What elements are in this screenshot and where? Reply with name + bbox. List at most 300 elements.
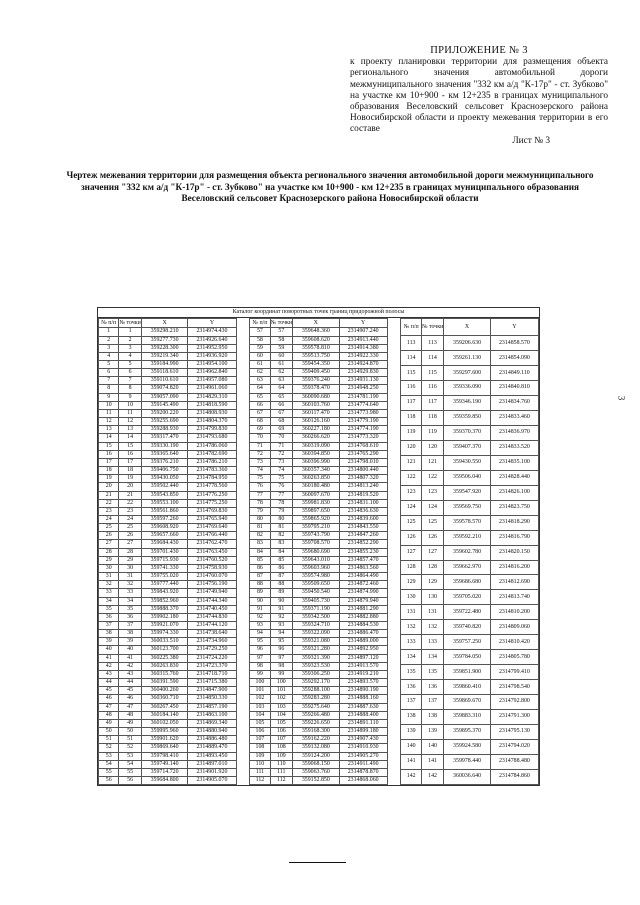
row-number: 27 — [99, 540, 119, 548]
point-number: 112 — [270, 776, 292, 784]
row-number: 43 — [99, 670, 119, 678]
table-row — [401, 605, 539, 620]
point-number: 120 — [421, 440, 443, 455]
point-number: 41 — [119, 654, 141, 662]
row-number: 47 — [99, 703, 119, 711]
row-number: 96 — [250, 646, 270, 654]
y-coordinate: 2314799.830 — [188, 426, 236, 434]
point-number: 68 — [270, 418, 292, 426]
y-coordinate: 2314957.080 — [188, 377, 236, 385]
x-coordinate: 359324.710 — [293, 622, 340, 630]
row-number: 61 — [250, 361, 270, 369]
row-number: 111 — [250, 768, 270, 776]
row-number: 136 — [401, 680, 421, 695]
row-number: 12 — [99, 418, 119, 426]
header-number: № п/п — [250, 319, 270, 328]
table-row — [99, 564, 237, 572]
row-number: 124 — [401, 500, 421, 515]
point-number: 88 — [270, 581, 292, 589]
table-row — [250, 507, 388, 515]
header-x: X — [293, 319, 340, 328]
x-coordinate: 359755.020 — [141, 573, 188, 581]
x-coordinate: 359608.920 — [141, 524, 188, 532]
row-number: 55 — [99, 768, 119, 776]
y-coordinate: 2314926.640 — [188, 336, 236, 344]
table-row — [250, 760, 388, 768]
row-number: 81 — [250, 524, 270, 532]
row-number: 33 — [99, 589, 119, 597]
y-coordinate: 2314826.100 — [490, 485, 538, 500]
point-number: 57 — [270, 328, 292, 336]
y-coordinate: 2314773.320 — [339, 434, 387, 442]
y-coordinate: 2314962.840 — [188, 369, 236, 377]
row-number: 88 — [250, 581, 270, 589]
x-coordinate: 359298.210 — [141, 328, 188, 336]
table-row — [401, 635, 539, 650]
row-number: 77 — [250, 491, 270, 499]
table-row — [250, 638, 388, 646]
x-coordinate: 360360.710 — [141, 695, 188, 703]
table-row — [99, 597, 237, 605]
table-row — [99, 467, 237, 475]
x-coordinate: 359705.020 — [444, 590, 491, 605]
y-coordinate: 2314723.370 — [188, 662, 236, 670]
table-row — [99, 361, 237, 369]
point-number: 122 — [421, 470, 443, 485]
table-row — [250, 703, 388, 711]
table-row — [99, 548, 237, 556]
x-coordinate: 359266.480 — [293, 711, 340, 719]
point-number: 97 — [270, 654, 292, 662]
row-number: 68 — [250, 418, 270, 426]
y-coordinate: 2314829.310 — [188, 393, 236, 401]
x-coordinate: 359592.210 — [444, 530, 491, 545]
x-coordinate: 359376.210 — [141, 458, 188, 466]
point-number: 53 — [119, 752, 141, 760]
x-coordinate: 359306.250 — [293, 670, 340, 678]
table-row — [401, 725, 539, 740]
row-number: 50 — [99, 728, 119, 736]
y-coordinate: 2314868.060 — [339, 776, 387, 784]
point-number: 139 — [421, 725, 443, 740]
x-coordinate: 360391.590 — [141, 679, 188, 687]
y-coordinate: 2314852.290 — [339, 540, 387, 548]
table-row — [99, 352, 237, 360]
x-coordinate: 359981.830 — [293, 499, 340, 507]
table-row — [99, 426, 237, 434]
point-number: 92 — [270, 613, 292, 621]
coordinate-catalog — [97, 307, 540, 786]
x-coordinate: 359219.340 — [141, 352, 188, 360]
y-coordinate: 2314813.740 — [490, 590, 538, 605]
table-row — [99, 744, 237, 752]
y-coordinate: 2314888.160 — [339, 695, 387, 703]
x-coordinate: 359547.920 — [444, 485, 491, 500]
y-coordinate: 2314765.940 — [188, 515, 236, 523]
table-row — [99, 483, 237, 491]
table-row — [99, 687, 237, 695]
table-row — [99, 768, 237, 776]
y-coordinate: 2314913.440 — [339, 336, 387, 344]
x-coordinate: 359662.970 — [444, 560, 491, 575]
point-number: 6 — [119, 369, 141, 377]
row-number: 34 — [99, 597, 119, 605]
x-coordinate: 359057.090 — [141, 393, 188, 401]
x-coordinate: 359450.540 — [293, 589, 340, 597]
x-coordinate: 359897.650 — [293, 507, 340, 515]
table-row — [250, 573, 388, 581]
table-row — [99, 418, 237, 426]
table-row — [250, 728, 388, 736]
point-number: 48 — [119, 711, 141, 719]
y-coordinate: 2314836.970 — [490, 425, 538, 440]
row-number: 107 — [250, 736, 270, 744]
point-number: 71 — [270, 442, 292, 450]
header-number: № п/п — [401, 319, 421, 336]
y-coordinate: 2314889.000 — [339, 638, 387, 646]
y-coordinate: 2314729.250 — [188, 646, 236, 654]
point-number: 109 — [270, 752, 292, 760]
table-row — [250, 409, 388, 417]
y-coordinate: 2314792.800 — [490, 695, 538, 710]
point-number: 40 — [119, 646, 141, 654]
row-number: 102 — [250, 695, 270, 703]
point-number: 82 — [270, 532, 292, 540]
table-row — [401, 710, 539, 725]
point-number: 19 — [119, 475, 141, 483]
row-number: 139 — [401, 725, 421, 740]
point-number: 128 — [421, 560, 443, 575]
row-number: 56 — [99, 776, 119, 784]
y-coordinate: 2314839.600 — [339, 515, 387, 523]
row-number: 19 — [99, 475, 119, 483]
row-number: 83 — [250, 540, 270, 548]
table-row — [250, 736, 388, 744]
row-number: 65 — [250, 393, 270, 401]
point-number: 8 — [119, 385, 141, 393]
x-coordinate: 359608.620 — [293, 336, 340, 344]
table-row — [99, 491, 237, 499]
point-number: 28 — [119, 548, 141, 556]
appendix-title: ПРИЛОЖЕНИЕ № 3 — [430, 45, 528, 56]
y-coordinate: 2314847.260 — [339, 532, 387, 540]
row-number: 141 — [401, 754, 421, 769]
row-number: 134 — [401, 650, 421, 665]
point-number: 98 — [270, 662, 292, 670]
point-number: 80 — [270, 515, 292, 523]
row-number: 120 — [401, 440, 421, 455]
x-coordinate: 359865.920 — [293, 515, 340, 523]
table-row — [250, 426, 388, 434]
x-coordinate: 359978.440 — [444, 754, 491, 769]
y-coordinate: 2314744.830 — [188, 613, 236, 621]
point-number: 38 — [119, 630, 141, 638]
table-row — [250, 776, 388, 784]
x-coordinate: 359749.140 — [141, 760, 188, 768]
row-number: 103 — [250, 703, 270, 711]
y-coordinate: 2314891.110 — [339, 719, 387, 727]
point-number: 72 — [270, 450, 292, 458]
point-number: 102 — [270, 695, 292, 703]
table-row — [99, 442, 237, 450]
row-number: 41 — [99, 654, 119, 662]
x-coordinate: 360266.620 — [293, 434, 340, 442]
x-coordinate: 360227.180 — [293, 426, 340, 434]
table-row — [401, 470, 539, 485]
table-row — [250, 328, 388, 336]
point-number: 107 — [270, 736, 292, 744]
y-coordinate: 2314922.330 — [339, 352, 387, 360]
row-number: 36 — [99, 613, 119, 621]
point-number: 96 — [270, 646, 292, 654]
footer-rule — [289, 862, 346, 863]
y-coordinate: 2314872.460 — [339, 581, 387, 589]
y-coordinate: 2314907.430 — [339, 736, 387, 744]
point-number: 90 — [270, 597, 292, 605]
x-coordinate: 359226.650 — [293, 719, 340, 727]
x-coordinate: 359843.920 — [141, 589, 188, 597]
table-row — [401, 351, 539, 366]
point-number: 66 — [270, 401, 292, 409]
row-number: 57 — [250, 328, 270, 336]
x-coordinate: 359578.570 — [444, 515, 491, 530]
x-coordinate: 359883.310 — [444, 710, 491, 725]
table-row — [99, 434, 237, 442]
x-coordinate: 359553.100 — [141, 499, 188, 507]
table-row — [401, 366, 539, 381]
point-number: 103 — [270, 703, 292, 711]
point-number: 7 — [119, 377, 141, 385]
y-coordinate: 2314775.250 — [188, 499, 236, 507]
point-number: 21 — [119, 491, 141, 499]
point-number: 43 — [119, 670, 141, 678]
table-row — [99, 336, 237, 344]
row-number: 125 — [401, 515, 421, 530]
point-number: 86 — [270, 564, 292, 572]
y-coordinate: 2314857.190 — [188, 703, 236, 711]
row-number: 17 — [99, 458, 119, 466]
x-coordinate: 359261.130 — [444, 351, 491, 366]
y-coordinate: 2314879.940 — [339, 597, 387, 605]
x-coordinate: 360180.480 — [293, 483, 340, 491]
x-coordinate: 360102.050 — [141, 719, 188, 727]
table-row — [250, 450, 388, 458]
row-number: 109 — [250, 752, 270, 760]
point-number: 46 — [119, 695, 141, 703]
y-coordinate: 2314810.420 — [490, 635, 538, 650]
x-coordinate: 359722.480 — [444, 605, 491, 620]
table-row — [99, 679, 237, 687]
x-coordinate: 359798.410 — [141, 752, 188, 760]
x-coordinate: 360394.850 — [293, 450, 340, 458]
y-coordinate: 2314756.190 — [188, 581, 236, 589]
x-coordinate: 359228.300 — [141, 344, 188, 352]
row-number: 106 — [250, 728, 270, 736]
y-coordinate: 2314847.900 — [188, 687, 236, 695]
y-coordinate: 2314808.930 — [188, 409, 236, 417]
row-number: 62 — [250, 369, 270, 377]
table-row — [99, 695, 237, 703]
table-row — [250, 467, 388, 475]
table-row — [250, 744, 388, 752]
x-coordinate: 359359.850 — [444, 410, 491, 425]
table-row — [250, 695, 388, 703]
y-coordinate: 2314760.520 — [188, 556, 236, 564]
point-number: 54 — [119, 760, 141, 768]
table-row — [99, 646, 237, 654]
x-coordinate: 359288.100 — [293, 687, 340, 695]
table-row — [250, 336, 388, 344]
x-coordinate: 360357.340 — [293, 467, 340, 475]
point-number: 55 — [119, 768, 141, 776]
y-coordinate: 2314882.880 — [339, 613, 387, 621]
point-number: 137 — [421, 695, 443, 710]
point-number: 121 — [421, 455, 443, 470]
table-row — [401, 590, 539, 605]
x-coordinate: 359145.490 — [141, 401, 188, 409]
x-coordinate: 359321.390 — [293, 654, 340, 662]
y-coordinate: 2314897.010 — [188, 760, 236, 768]
point-number: 24 — [119, 515, 141, 523]
table-row — [250, 597, 388, 605]
point-number: 136 — [421, 680, 443, 695]
table-row — [401, 485, 539, 500]
header-y: Y — [339, 319, 387, 328]
x-coordinate: 359686.680 — [444, 575, 491, 590]
x-coordinate: 359895.370 — [444, 725, 491, 740]
table-row — [401, 545, 539, 560]
row-number: 40 — [99, 646, 119, 654]
x-coordinate: 360396.990 — [293, 458, 340, 466]
y-coordinate: 2314776.250 — [188, 491, 236, 499]
x-coordinate: 359370.370 — [444, 425, 491, 440]
row-number: 94 — [250, 630, 270, 638]
y-coordinate: 2314869.340 — [188, 719, 236, 727]
y-coordinate: 2314794.020 — [490, 739, 538, 754]
table-row — [250, 622, 388, 630]
point-number: 142 — [421, 769, 443, 784]
table-row — [250, 589, 388, 597]
table-row — [250, 548, 388, 556]
table-row — [250, 687, 388, 695]
point-number: 73 — [270, 458, 292, 466]
x-coordinate: 359206.630 — [444, 336, 491, 351]
point-number: 12 — [119, 418, 141, 426]
y-coordinate: 2314864.490 — [339, 573, 387, 581]
row-number: 108 — [250, 744, 270, 752]
point-number: 3 — [119, 344, 141, 352]
row-number: 119 — [401, 425, 421, 440]
row-number: 63 — [250, 377, 270, 385]
row-number: 90 — [250, 597, 270, 605]
point-number: 87 — [270, 573, 292, 581]
x-coordinate: 359162.220 — [293, 736, 340, 744]
x-coordinate: 360267.450 — [141, 703, 188, 711]
header-number: № п/п — [99, 319, 119, 328]
row-number: 30 — [99, 564, 119, 572]
table-row — [99, 499, 237, 507]
y-coordinate: 2314813.240 — [339, 483, 387, 491]
table-row — [99, 344, 237, 352]
y-coordinate: 2314724.220 — [188, 654, 236, 662]
row-number: 82 — [250, 532, 270, 540]
table-row — [250, 458, 388, 466]
header-x: X — [444, 319, 491, 336]
y-coordinate: 2314805.780 — [490, 650, 538, 665]
table-header — [250, 319, 388, 328]
appendix-body: к проекту планировки территории для размещения объекта регионального значения автомобильной дороги межмуниципального значения "332 км а/д "К-17р" - ст. Зубково" на участке км 10+900 - км 12+235 в границах муниципального образования Веселовский сельсовет Краснозерского района Новосибирской области и проекту межевания территории в его составе — [350, 57, 608, 135]
row-number: 11 — [99, 409, 119, 417]
y-coordinate: 2314833.460 — [490, 410, 538, 425]
point-number: 49 — [119, 719, 141, 727]
point-number: 2 — [119, 336, 141, 344]
point-number: 138 — [421, 710, 443, 725]
coordinate-table — [98, 318, 237, 785]
row-number: 91 — [250, 605, 270, 613]
x-coordinate: 359118.610 — [141, 369, 188, 377]
point-number: 79 — [270, 507, 292, 515]
x-coordinate: 360263.830 — [141, 662, 188, 670]
table-row — [99, 581, 237, 589]
drawing-heading: Чертеж межевания территории для размещения объекта регионального значения автомобильной дороги межмуниципального значения "332 км а/д "К-17р" - ст. Зубково" на участке км 10+900 - км 12+235 в границах муниципального образования Веселовский сельсовет Краснозерского района Новосибирской области — [66, 170, 594, 204]
x-coordinate: 359680.690 — [293, 548, 340, 556]
x-coordinate: 359292.170 — [293, 679, 340, 687]
point-number: 130 — [421, 590, 443, 605]
y-coordinate: 2314786.210 — [188, 458, 236, 466]
table-row — [99, 654, 237, 662]
point-number: 62 — [270, 369, 292, 377]
x-coordinate: 359715.930 — [141, 556, 188, 564]
x-coordinate: 359574.980 — [293, 573, 340, 581]
row-number: 58 — [250, 336, 270, 344]
point-number: 25 — [119, 524, 141, 532]
point-number: 134 — [421, 650, 443, 665]
x-coordinate: 359795.210 — [293, 524, 340, 532]
point-number: 135 — [421, 665, 443, 680]
point-number: 11 — [119, 409, 141, 417]
y-coordinate: 2314850.330 — [188, 695, 236, 703]
point-number: 4 — [119, 352, 141, 360]
row-number: 6 — [99, 369, 119, 377]
point-number: 26 — [119, 532, 141, 540]
table-row — [99, 711, 237, 719]
y-coordinate: 2314878.870 — [339, 768, 387, 776]
y-coordinate: 2314749.940 — [188, 589, 236, 597]
row-number: 87 — [250, 573, 270, 581]
coordinate-table — [249, 318, 388, 785]
table-row — [99, 515, 237, 523]
row-number: 100 — [250, 679, 270, 687]
table-row — [250, 752, 388, 760]
x-coordinate: 359288.930 — [141, 426, 188, 434]
point-number: 76 — [270, 483, 292, 491]
table-row — [250, 393, 388, 401]
row-number: 35 — [99, 605, 119, 613]
x-coordinate: 359371.190 — [293, 605, 340, 613]
catalog-columns — [98, 318, 539, 785]
x-coordinate: 359869.640 — [141, 744, 188, 752]
row-number: 127 — [401, 545, 421, 560]
x-coordinate: 360103.760 — [293, 401, 340, 409]
table-row — [250, 630, 388, 638]
y-coordinate: 2314948.250 — [339, 385, 387, 393]
table-row — [99, 638, 237, 646]
x-coordinate: 359602.780 — [444, 545, 491, 560]
y-coordinate: 2314892.950 — [339, 646, 387, 654]
point-number: 52 — [119, 744, 141, 752]
x-coordinate: 359405.730 — [293, 597, 340, 605]
y-coordinate: 2314782.690 — [188, 450, 236, 458]
